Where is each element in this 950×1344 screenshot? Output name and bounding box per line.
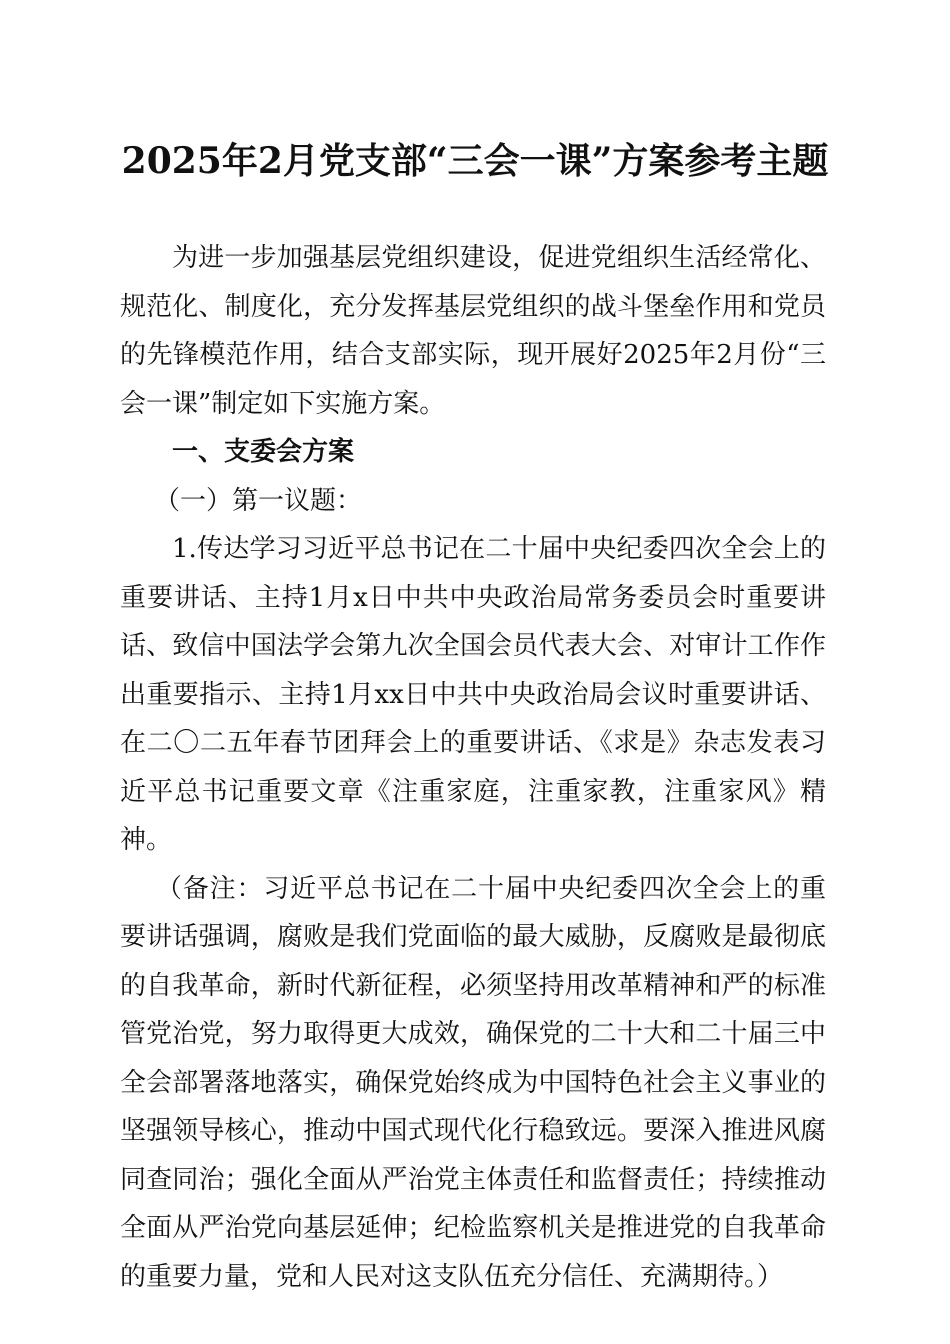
note-paragraph: （备注：习近平总书记在二十届中央纪委四次全会上的重要讲话强调，腐败是我们党面临的最大威胁，反腐败是最彻底的自我革命，新时代新征程，必须坚持用改革精神和严的标准管党治党，努力取得更大成效，确保党的二十大和二十届三中全会部署落地落实，确保党始终成为中国特色社会主义事业的坚强领导核心，推动中国式现代化行稳致远。要深入推进风腐同查同治；强化全面从严治党主体责任和监督责任；持续推动全面从严治党向基层延伸；纪检监察机关是推进党的自我革命的重要力量，党和人民对这支队伍充分信任、充满期待。） xyxy=(120,873,826,1292)
subsection-heading: （一）第一议题： xyxy=(154,485,363,516)
section-heading: 一、支委会方案 xyxy=(172,437,355,467)
intro-paragraph: 为进一步加强基层党组织建设，促进党组织生活经常化、规范化、制度化，充分发挥基层党组织的战斗堡垒作用和党员的先锋模范作用，结合支部实际，现开展好2025年2月份“三会一课”制定如下实施方案。 xyxy=(120,243,826,419)
document-body xyxy=(120,234,826,1301)
item-paragraph: 1.传达学习习近平总书记在二十届中央纪委四次全会上的重要讲话、主持1月x日中共中央政治局常务委员会时重要讲话、致信中国法学会第九次全国会员代表大会、对审计工作作出重要指示、主持1月xx日中共中央政治局会议时重要讲话、在二〇二五年春节团拜会上的重要讲话、《求是》杂志发表习近平总书记重要文章《注重家庭，注重家教，注重家风》精神。 xyxy=(120,534,826,855)
document-title: 2025年2月党支部“三会一课”方案参考主题 xyxy=(121,140,829,182)
